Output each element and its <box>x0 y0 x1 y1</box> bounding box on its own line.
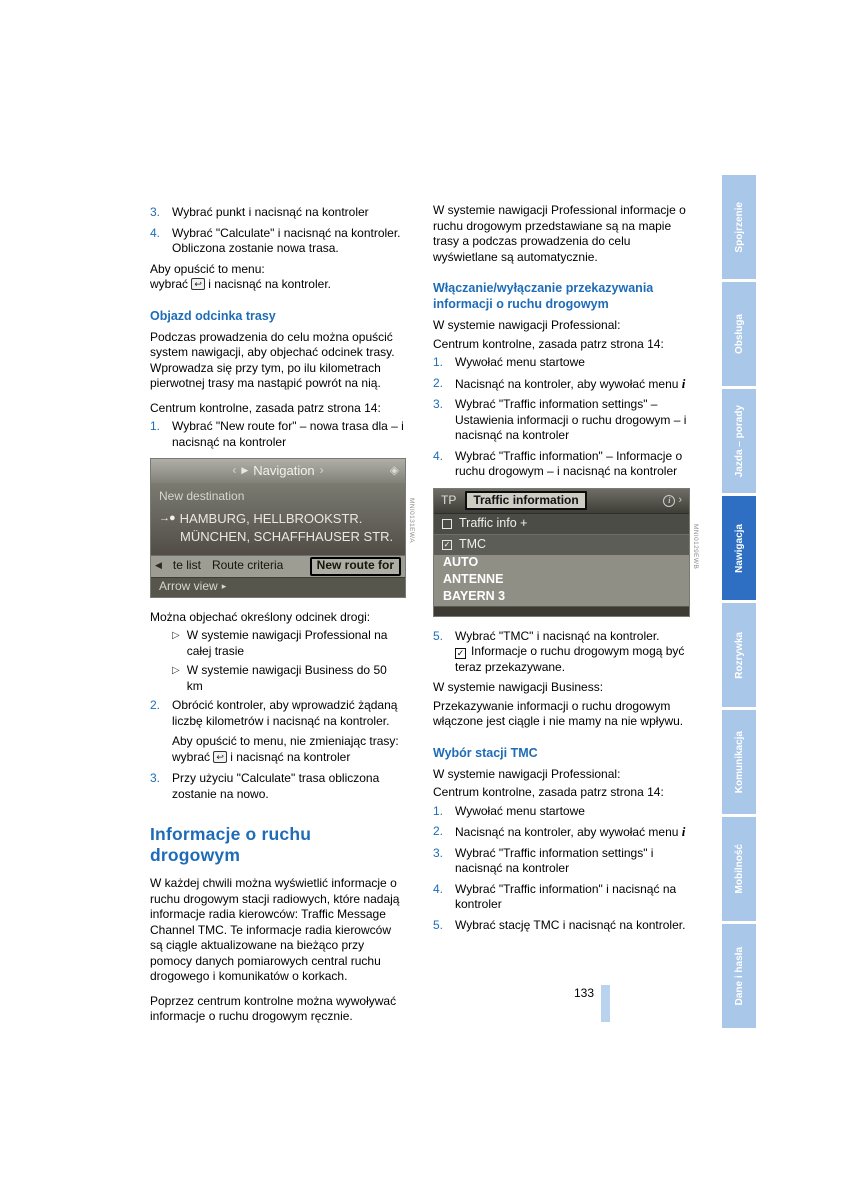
destination-arrow-icon: →● <box>159 511 175 524</box>
menu-item-route-list: te list <box>172 558 201 573</box>
bullet-text: W systemie nawigacji Professional na całej trasie <box>186 628 388 658</box>
nav-screen-menu-bar <box>151 555 405 577</box>
station-item: ANTENNE <box>443 572 504 587</box>
text-run: Wybrać "TMC" i nacisnąć na kontroler. <box>455 628 660 643</box>
station-item: BAYERN 3 <box>443 589 506 604</box>
text-run: Aby opuścić to menu, nie zmieniając trasy: <box>172 734 399 748</box>
list-text: Obrócić kontroler, aby wprowadzić żądaną liczbę kilometrów i nacisnąć na kontroler. <box>172 698 398 728</box>
info-circle-icon: i <box>663 495 675 507</box>
section-heading-detour: Objazd odcinka trasy <box>150 308 276 323</box>
list-text: Wybrać "Traffic information settings" – Ustawienia informacji o ruchu drogowym – i nacisnąć na kontroler <box>455 397 687 442</box>
list-item <box>150 698 406 729</box>
tp-label: TP <box>441 492 457 507</box>
tab-label: Komunikacja <box>733 730 745 794</box>
paragraph: W systemie nawigacji Professional: <box>433 766 621 781</box>
list-item <box>433 629 691 676</box>
traffic-screen-bottom-bar <box>434 606 689 616</box>
list-text: Wywołać menu startowe <box>455 355 585 369</box>
triangle-bullet-icon: ▷ <box>172 665 180 676</box>
row-label: Traffic info + <box>459 515 528 530</box>
nav-screen-title: Navigation <box>253 463 315 479</box>
tab-label: Rozrywka <box>733 631 745 679</box>
list-number: 3. <box>150 771 161 785</box>
paragraph: W systemie nawigacji Professional informacje o ruchu drogowym przedstawiane są na mapie trasy a podczas prowadzenia do celu wyświetlane są automatycznie. <box>433 203 686 264</box>
exit-menu-note <box>150 262 406 293</box>
list-number: 1. <box>433 355 444 369</box>
menu-diamond-icon: ◈ <box>389 463 399 478</box>
tab-obsluga[interactable] <box>722 282 756 386</box>
nav-screen-header <box>151 459 405 483</box>
list-text <box>455 376 691 393</box>
checkbox-unchecked-icon <box>442 519 452 529</box>
tab-mobilnosc[interactable] <box>722 817 756 921</box>
checkbox-checked-icon: ✓ <box>443 539 451 549</box>
idrive-menu-i-icon: i <box>681 824 686 839</box>
paragraph: Centrum kontrolne, zasada patrz strona 14: <box>150 400 381 415</box>
text-run: wybrać <box>150 277 189 291</box>
list-item <box>433 804 691 820</box>
list-text: Wybrać "Calculate" i nacisnąć na kontroler. Obliczona zostanie nowa trasa. <box>172 225 401 255</box>
tab-rozrywka[interactable] <box>722 603 756 707</box>
figure-code: MNI0131EWA <box>408 497 415 543</box>
tmc-row <box>434 534 689 555</box>
figure-navigation-screen <box>150 458 415 598</box>
list-item <box>150 771 406 802</box>
return-icon: ↩ <box>191 278 205 290</box>
address-text: MÜNCHEN, SCHAFFHAUSER STR. <box>180 529 394 544</box>
page-number: 133 <box>573 986 594 1000</box>
list-item <box>433 846 691 877</box>
list-number: 4. <box>150 225 161 240</box>
list-number: 1. <box>433 803 444 818</box>
list-text <box>455 629 691 676</box>
list-text: Wybrać "Traffic information" i nacisnąć na kontroler <box>455 881 677 911</box>
list-text: Przy użyciu "Calculate" trasa obliczona zostanie na nowo. <box>172 771 380 801</box>
paragraph: Centrum kontrolne, zasada patrz strona 14: <box>433 336 664 351</box>
paragraph: W systemie nawigacji Professional: <box>433 318 621 332</box>
list-item <box>433 376 691 393</box>
paragraph: Można objechać określony odcinek drogi: <box>150 609 371 624</box>
tab-komunikacja[interactable] <box>722 710 756 814</box>
paragraph: W każdej chwili można wyświetlić informacje o ruchu drogowym stacji radiowych, które nadają informacje radia kierowców: Traffic Message Channel TMC. Te informacje radia kierowców są ciągle aktualizowane na bieżąco przy pomocy danych pomiarowych central ruchu drogowego i komunikatów o korkach. <box>150 876 400 983</box>
list-text: Wybrać "Traffic information" – Informacje o ruchu drogowym – i nacisnąć na kontroler <box>455 448 683 478</box>
address-text: HAMBURG, HELLBROOKSTR. <box>179 510 363 526</box>
row-label: TMC <box>459 536 487 551</box>
list-number: 5. <box>433 917 444 932</box>
triangle-bullet-item <box>150 628 406 659</box>
list-number: 2. <box>433 824 444 838</box>
list-item <box>433 449 691 480</box>
tab-label: Jazda – porady <box>733 404 745 478</box>
list-number: 5. <box>433 628 444 643</box>
arrow-right-small-icon: ▸ <box>221 581 227 592</box>
traffic-info-plus-row <box>434 513 689 534</box>
list-item <box>433 918 691 934</box>
nav-screen-body <box>151 483 405 555</box>
list-number: 4. <box>433 881 444 896</box>
text-run: Nacisnąć na kontroler, aby wywołać menu <box>455 376 679 391</box>
text-run: wybrać <box>172 749 211 764</box>
list-item <box>433 397 691 444</box>
list-item <box>150 205 406 221</box>
station-list <box>434 555 689 606</box>
triangle-bullet-item <box>150 663 406 694</box>
paragraph: Poprzez centrum kontrolne można wywoływać informacje o ruchu drogowym ręcznie. <box>150 993 397 1023</box>
list-item <box>150 419 406 450</box>
triangle-bullet-icon: ▷ <box>172 630 180 641</box>
bullet-text: W systemie nawigacji Business do 50 km <box>186 663 387 693</box>
tab-label: Mobilność <box>733 844 745 894</box>
tab-label: Obsługa <box>733 313 745 354</box>
list-number: 3. <box>433 397 444 411</box>
right-column <box>433 203 699 938</box>
section-heading-tmc-station: Wybór stacji TMC <box>433 745 538 760</box>
list-number: 3. <box>433 845 444 860</box>
chevron-left-icon: ‹ <box>232 463 237 478</box>
list-number: 2. <box>150 698 161 712</box>
nav-line-address <box>159 511 397 527</box>
checked-box-icon: ✓ <box>456 648 465 658</box>
tab-label: Dane i hasła <box>733 946 745 1006</box>
nav-line-new-destination: New destination <box>159 489 245 503</box>
menu-item-new-route-for: New route for <box>310 557 401 576</box>
list-number: 4. <box>433 448 444 463</box>
text-run: i nacisnąć na kontroler <box>230 749 351 764</box>
paragraph: W systemie nawigacji Business: <box>433 680 604 694</box>
left-column <box>150 203 415 1034</box>
nav-screen-arrow-view-bar <box>151 577 405 597</box>
navigation-icon: ▶ <box>241 465 249 476</box>
exit-menu-note <box>172 734 406 765</box>
text-run: Aby opuścić to menu: <box>150 261 265 276</box>
tab-dane-i-hasla[interactable] <box>722 924 756 1028</box>
list-item <box>150 226 406 257</box>
traffic-information-tab: Traffic information <box>465 491 586 510</box>
section-heading-toggle-traffic: Włączanie/wyłączanie przekazywania informacji o ruchu drogowym <box>433 281 654 311</box>
text-run: Nacisnąć na kontroler, aby wywołać menu <box>455 825 679 839</box>
list-text: Wybrać punkt i nacisnąć na kontroler <box>172 205 369 219</box>
list-text: Wybrać "New route for" – nowa trasa dla – i nacisnąć na kontroler <box>172 419 404 449</box>
tab-spojrzenie[interactable] <box>722 175 756 279</box>
list-text: Wybrać "Traffic information settings" i nacisnąć na kontroler <box>455 845 654 875</box>
header-right-icons <box>663 493 682 509</box>
list-item <box>433 824 691 841</box>
text-run: Informacje o ruchu drogowym mogą być teraz przekazywane. <box>455 644 685 674</box>
list-text: Wybrać stację TMC i nacisnąć na kontroler. <box>455 917 686 932</box>
tab-label: Nawigacja <box>733 523 745 573</box>
list-text: Wywołać menu startowe <box>455 803 585 818</box>
list-number: 2. <box>433 375 444 390</box>
tab-nawigacja-active[interactable] <box>722 496 756 600</box>
figure-code: MNI0129EWB <box>692 524 699 570</box>
chapter-heading-traffic-info: Informacje o ruchu drogowym <box>150 824 312 865</box>
menu-item-route-criteria: Route criteria <box>211 558 284 573</box>
list-item <box>433 355 691 371</box>
list-item <box>433 882 691 913</box>
menu-back-icon: ◀ <box>155 560 162 571</box>
page-number-marker <box>601 985 610 1022</box>
traffic-screen-header <box>434 489 689 513</box>
list-number: 3. <box>150 205 161 219</box>
arrow-view-label: Arrow view <box>159 579 218 594</box>
tab-jazda-porady[interactable] <box>722 389 756 493</box>
station-item: AUTO <box>443 555 479 570</box>
paragraph: Podczas prowadzenia do celu można opuścić system nawigacji, aby objechać odcinek trasy. Wprowadza się przy tym, po ilu kilometrach pierwotnej trasy ma nastąpić powrót na nią. <box>150 329 395 390</box>
paragraph: Centrum kontrolne, zasada patrz strona 14: <box>433 785 664 799</box>
chapter-tab-bar <box>722 175 756 1031</box>
list-text <box>455 824 691 841</box>
nav-line-address <box>159 529 397 545</box>
chevron-right-icon: › <box>678 493 682 506</box>
text-run: i nacisnąć na kontroler. <box>208 277 331 291</box>
figure-traffic-information-screen <box>433 488 699 617</box>
list-number: 1. <box>150 419 161 433</box>
tab-label: Spojrzenie <box>733 201 745 253</box>
chevron-right-icon: › <box>319 463 324 478</box>
return-icon: ↩ <box>213 751 227 763</box>
idrive-menu-i-icon: i <box>681 375 686 391</box>
paragraph: Przekazywanie informacji o ruchu drogowym włączone jest ciągle i nie mamy na nie wpływu. <box>433 698 684 728</box>
